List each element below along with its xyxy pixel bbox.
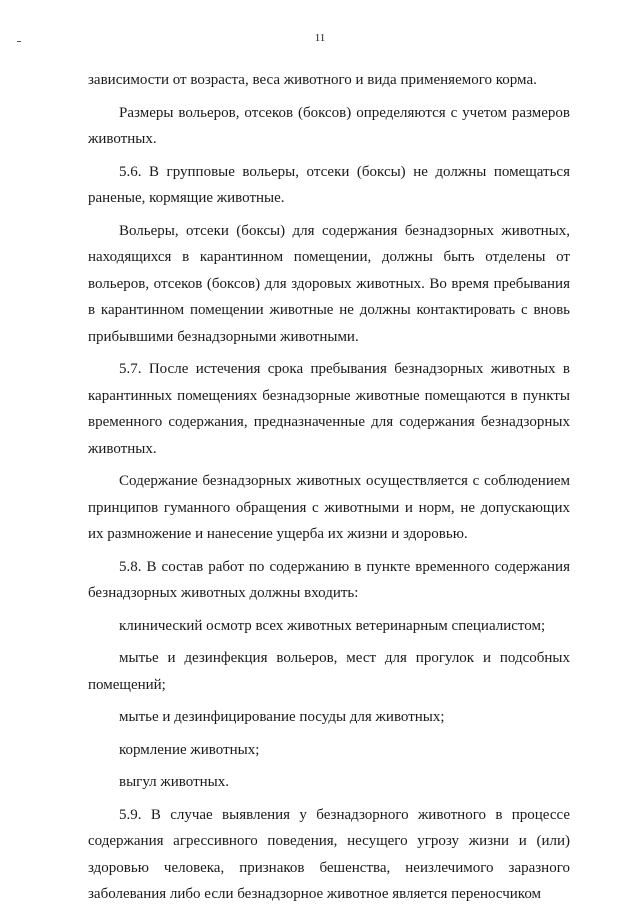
paragraph-section-5-9: 5.9. В случае выявления у безнадзорного животного в процессе содержания агрессивного поведения, несущего угрозу жизни и (или) здоровью человека, признаков бешенства, неизлечимого заразного заболевания либо если безнадзорное животное является переносчиком [88,806,570,902]
list-item: мытье и дезинфицирование посуды для животных; [119,709,445,725]
page-number: 11 [314,32,326,44]
paragraph-section-5-8: 5.8. В состав работ по содержанию в пункте временного содержания безнадзорных животных должны входить: [88,558,570,601]
list-item: мытье и дезинфекция вольеров, мест для прогулок и подсобных помещений; [88,650,570,693]
paragraph-section-5-7: 5.7. После истечения срока пребывания безнадзорных животных в карантинных помещениях безнадзорные животные помещаются в пункты временного содержания, предназначенные для содержания безнадзорных животных. [88,361,570,457]
scan-artifact-mark [17,41,21,42]
work-list [88,613,570,796]
paragraph-section-5-6: 5.6. В групповые вольеры, отсеки (боксы) не должны помещаться раненые, кормящие животные. [88,163,570,206]
list-item: выгул животных. [119,774,229,790]
paragraph-quarantine-separation: Вольеры, отсеки (боксы) для содержания безнадзорных животных, находящихся в карантинном помещении, должны быть отделены от вольеров, отсеков (боксов) для здоровых животных. Во время пребывания в карантинном помещении животные не должны контактировать с вновь прибывшими безнадзорными животными. [88,222,570,345]
paragraph-humane-treatment: Содержание безнадзорных животных осуществляется с соблюдением принципов гуманного обращения с животными и норм, не допускающих их размножение и нанесение ущерба их жизни и здоровью. [88,473,570,542]
list-item: клинический осмотр всех животных ветеринарным специалистом; [119,617,546,634]
paragraph-continuation: зависимости от возраста, веса животного и вида применяемого корма. [88,72,537,88]
paragraph-enclosure-sizes: Размеры вольеров, отсеков (боксов) определяются с учетом размеров животных. [88,104,570,147]
list-item: кормление животных; [119,741,260,758]
document-body [88,67,570,914]
